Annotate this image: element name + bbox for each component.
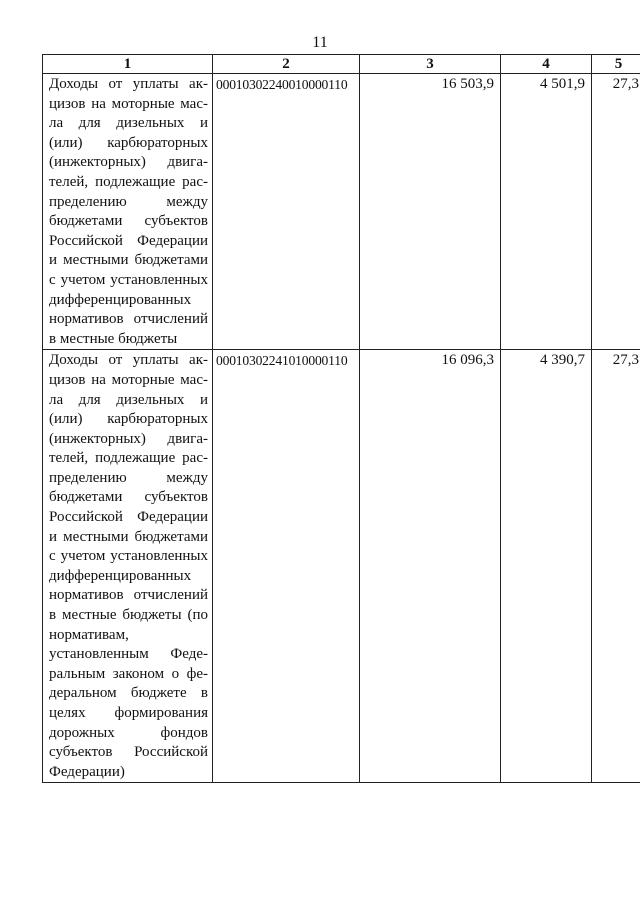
value-col-3: 16 096,3 [360,350,501,783]
value-col-4: 4 501,9 [501,74,592,350]
header-col-3: 3 [360,55,501,74]
revenue-name: Доходы от уплаты акцизов на моторные масла для дизельных и (или) карбюраторных (инжекторных) двигателей, подлежащие распределению между бюджетами субъектов Российской Федерации и местными бюджетами с учетом установленных дифференцированных нормативов отчислений в местные бюджеты (по нормативам, установленным Федеральным законом о федеральном бюджете в целях формирования дорожных фондов субъектов Российской Федерации) [43,350,213,783]
value-col-3: 16 503,9 [360,74,501,350]
header-col-2: 2 [213,55,360,74]
value-col-5: 27,3 [592,350,640,783]
table-row [43,74,640,350]
header-col-1: 1 [43,55,213,74]
value-col-4: 4 390,7 [501,350,592,783]
header-col-4: 4 [501,55,592,74]
revenue-name: Доходы от уплаты акцизов на моторные масла для дизельных и (или) карбюраторных (инжекторных) двигателей, подлежащие распределению между бюджетами субъектов Российской Федерации и местными бюджетами с учетом установленных дифференцированных нормативов отчислений в местные бюджеты [43,74,213,350]
revenue-table [42,54,640,783]
value-col-5: 27,3 [592,74,640,350]
page-number: 11 [312,34,328,51]
table-row [43,350,640,783]
budget-classification-code: 00010302240010000110 [213,74,360,350]
table-body [43,74,640,783]
header-col-5: 5 [592,55,640,74]
table-header [43,55,640,74]
header-row [43,55,640,74]
budget-classification-code: 00010302241010000110 [213,350,360,783]
